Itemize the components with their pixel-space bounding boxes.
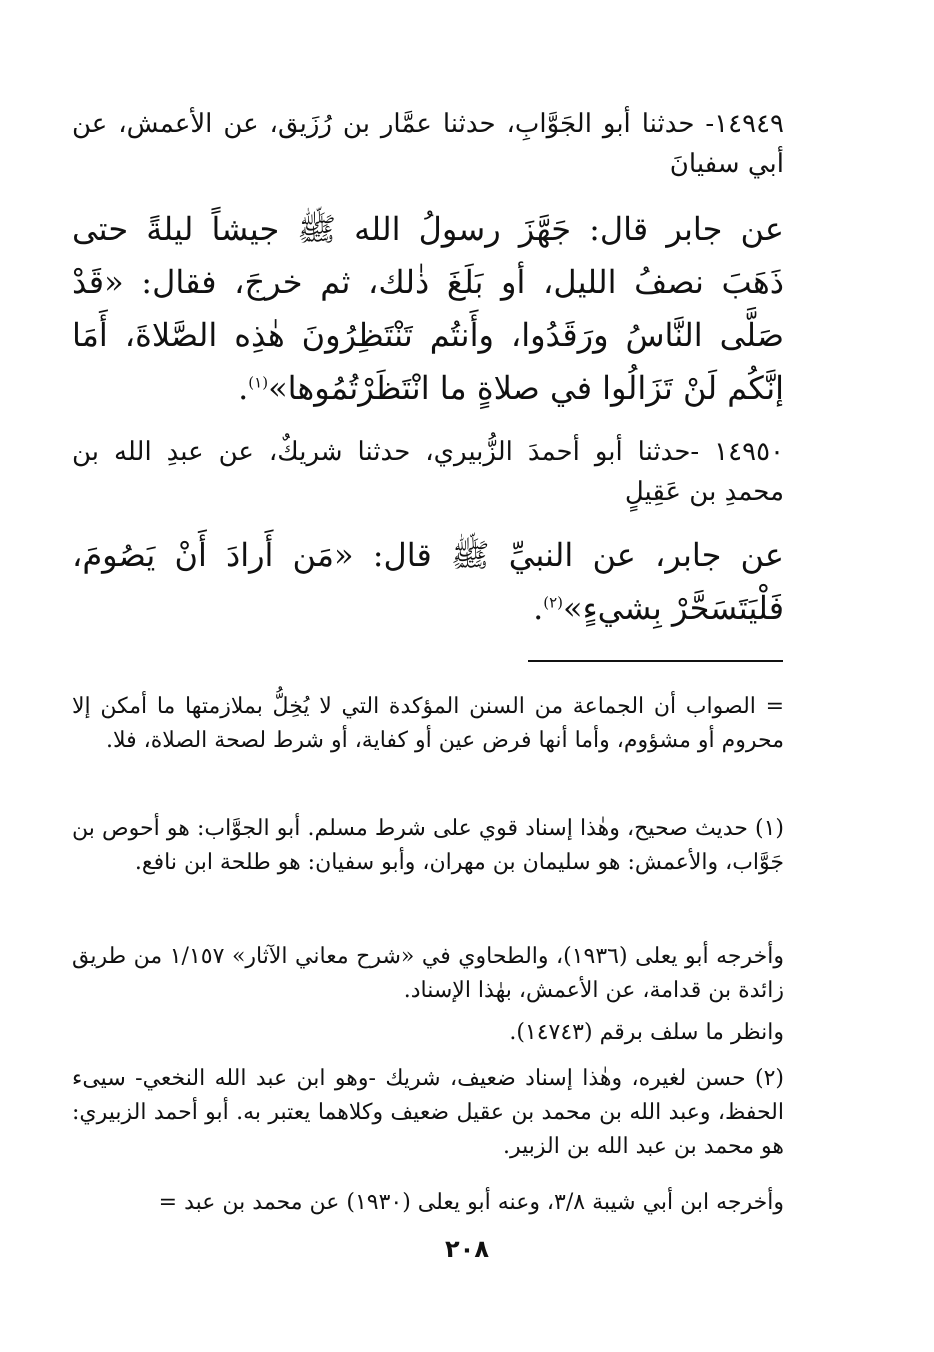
footnote-continuation: = الصواب أن الجماعة من السنن المؤكدة التي لا يُخِلُّ بملازمتها ما أمكن إلا محروم أو مشؤوم، وأما أنها فرض عين أو كفاية، أو شرط لصحة الصلاة، فلا. [72, 694, 784, 753]
footnote-2-takhrij: وأخرجه ابن أبي شيبة ٣/٨، وعنه أبو يعلى (١٩٣٠) عن محمد بن عبد = [158, 1190, 784, 1215]
hadith-14950-matn [72, 529, 784, 635]
page-number: ٢٠٨ [445, 1235, 489, 1263]
footnote-ref-2: (٢) [543, 593, 564, 612]
hadith-14950-isnad: ١٤٩٥٠ -حدثنا أبو أحمدَ الزُّبيري، حدثنا شريكٌ، عن عبدِ الله بن محمدِ بن عَقِيلٍ [72, 437, 784, 507]
footnote-1-see-also: وانظر ما سلف برقم (١٤٧٤٣). [509, 1020, 784, 1045]
hadith-14950-matn-text: عن جابر، عن النبيِّ ﷺ قال: «مَن أَرادَ أَنْ يَصُومَ، فَلْيَتَسَحَّرْ بِشيءٍ» [72, 536, 784, 627]
footnote-1-main: (١) حديث صحيح، وهٰذا إسناد قوي على شرط مسلم. أبو الجوَّاب: هو أحوص بن جَوَّاب، والأعمش: هو سليمان بن مهران، وأبو سفيان: هو طلحة ابن نافع. [72, 816, 784, 875]
footnote-ref-1: (١) [248, 373, 269, 392]
hadith-14949-isnad: ١٤٩٤٩- حدثنا أبو الجَوَّابِ، حدثنا عمَّار بن رُزَيق، عن الأعمش، عن أبي سفيانَ [72, 109, 784, 179]
hadith-14949-end: . [238, 369, 249, 407]
hadith-14949-matn [72, 203, 784, 415]
footnote-2-main: (٢) حسن لغيره، وهٰذا إسناد ضعيف، شريك -وهو ابن عبد الله النخعي- سيىء الحفظ، وعبد الله بن محمد بن عقيل ضعيف وكلاهما يعتبر به. أبو أحمد الزبيري: هو محمد بن عبد الله بن الزبير. [72, 1066, 784, 1159]
footnote-separator [528, 660, 783, 662]
hadith-14950-end: . [533, 589, 544, 627]
hadith-14949-matn-text: عن جابر قال: جَهَّزَ رسولُ الله ﷺ جيشاً ليلةً حتى ذَهَبَ نصفُ الليل، أو بَلَغَ ذٰلك، ثم خرجَ، فقال: «قَدْ صَلَّى النَّاسُ ورَقَدُوا، وأَنتُم تَنْتَظِرُونَ هٰذِه الصَّلاةَ، أَمَا إنَّكُم لَنْ تَزَالُوا في صلاةٍ ما انْتَظَرْتُمُوها» [72, 210, 784, 407]
footnote-1-takhrij: وأخرجه أبو يعلى (١٩٣٦)، والطحاوي في «شرح معاني الآثار» ١/١٥٧ من طريق زائدة بن قدامة، عن الأعمش، بهٰذا الإسناد. [72, 944, 785, 1003]
